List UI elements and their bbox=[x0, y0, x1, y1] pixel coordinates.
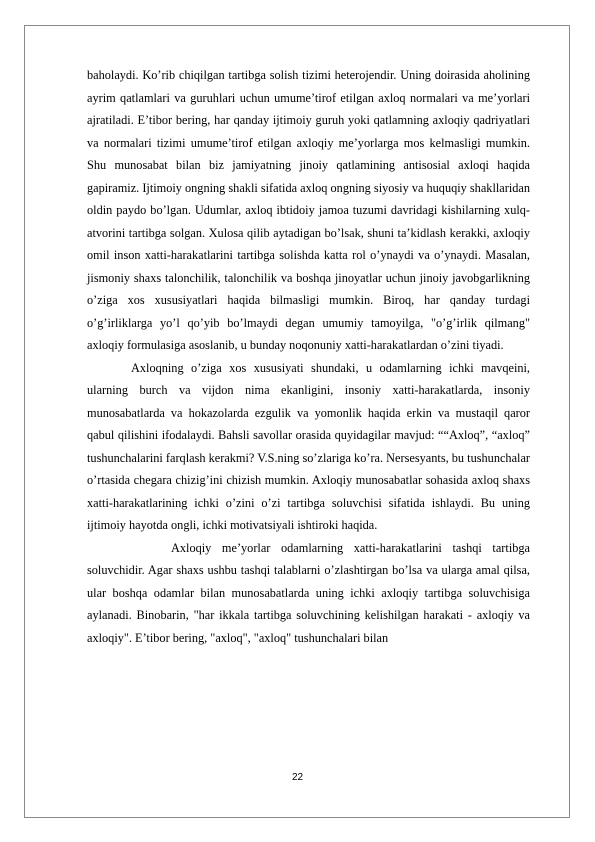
document-body bbox=[87, 64, 530, 649]
paragraph-1: baholaydi. Ko’rib chiqilgan tartibga solish tizimi heterojendir. Uning doirasida aholining ayrim qatlamlari va guruhlari uchun umume’tirof etilgan axloq normalari va me’yorlari ajratiladi. E’tibor bering, har qanday ijtimoiy guruh yoki qatlamning axloqiy qadriyatlari va normalari tizimi umume’tirof etilgan axloqiy me’yorlarga mos kelmasligi mumkin. Shu munosabat bilan biz jamiyatning jinoiy qatlamining antisosial axloqi haqida gapiramiz. Ijtimoiy ongning shakli sifatida axloq ongning siyosiy va huquqiy shakllaridan oldin paydo bo’lgan. Udumlar, axloq ibtidoiy jamoa tuzumi davridagi kishilarning xulq-atvorini tartibga solgan. Xulosa qilib aytadigan bo’lsak, shuni ta’kidlash kerakki, axloqiy omil inson xatti-harakatlarini tartibga solishda katta rol o’ynaydi va o’ynaydi. Masalan, jismoniy shaxs talonchilik, talonchilik va boshqa jinoyatlar uchun jinoiy javobgarlikning o’ziga xos xususiyatlari haqida bilmasligi mumkin. Biroq, har qanday turdagi o’g’irliklarga yo’l qo’yib bo’lmaydi degan umumiy tamoyilga, "o’g’irlik qilmang" axloqiy formulasiga asoslanib, u bunday noqonuniy xatti-harakatlardan o’zini tiyadi. bbox=[87, 68, 530, 352]
paragraph-3: Axloqiy me’yorlar odamlarning xatti-harakatlarini tashqi tartibga soluvchidir. Agar shaxs ushbu tashqi talablarni o’zlashtirgan bo’lsa va ularga amal qilsa, ular boshqa odamlar bilan munosabatlarda uning ichki axloqiy tartibga soluvchisiga aylanadi. Binobarin, "har ikkala tartibga soluvchining kelishilgan harakati - axloqiy va axloqiy". E’tibor bering, "axloq", "axloq" tushunchalari bilan bbox=[87, 540, 530, 645]
page-number: 22 bbox=[291, 772, 304, 783]
paragraph-2: Axloqning o’ziga xos xususiyati shundaki, u odamlarning ichki mavqeini, ularning burch va vijdon nima ekanligini, insoniy xatti-harakatlarda, insoniy munosabatlarda va hokazolarda ezgulik va yomonlik haqida erkin va mustaqil qaror qabul qilishini ifodalaydi. Bahsli savollar orasida quyidagilar mavjud: ““Axloq”, “axloq” tushunchalarini farqlash kerakmi? V.S.ning so’zlariga ko’ra. Nersesyants, bu tushunchalar o’rtasida chegara chizig’ini chizish mumkin. Axloqiy munosabatlar sohasida axloq shaxs xatti-harakatlarining ichki o’zini o’zi tartibga soluvchisi sifatida ishlaydi. Bu uning ijtimoiy hayotda ongli, ichki motivatsiyali ishtiroki haqida. bbox=[87, 360, 530, 532]
